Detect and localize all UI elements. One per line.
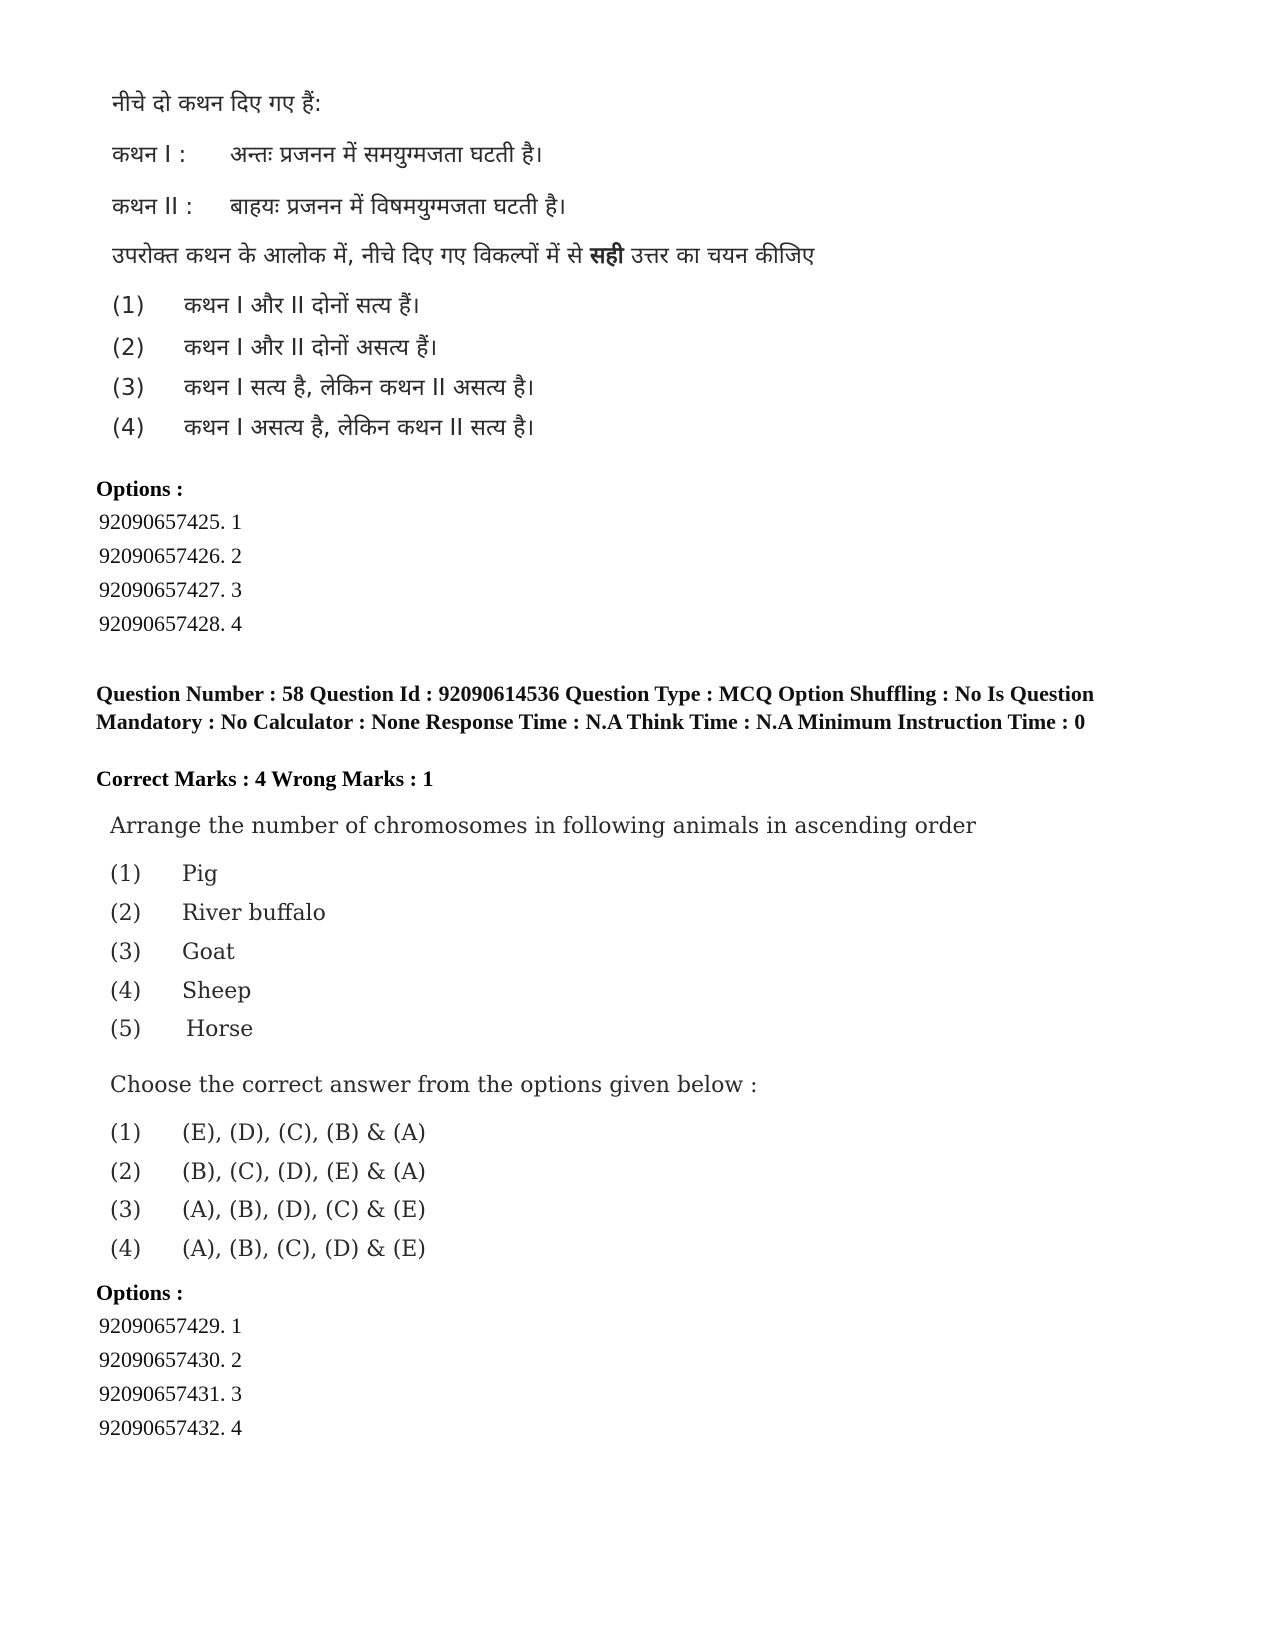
q58-animal-4 (110, 979, 251, 1004)
choice-number: (1) (110, 1121, 142, 1146)
statement-label: कथन I : (112, 142, 187, 168)
instruction-emphasis: सही (589, 243, 624, 269)
choice-number: (3) (112, 375, 145, 401)
q58-animal-1 (110, 862, 218, 887)
statement-label: कथन II : (112, 194, 194, 220)
q57-choice-4 (112, 410, 534, 442)
q58-choice-4 (110, 1237, 426, 1262)
choice-text: कथन I और II दोनों सत्य हैं। (184, 293, 420, 319)
animal-name: Pig (182, 862, 218, 887)
animal-name: Sheep (182, 979, 252, 1004)
instruction-text-end: उत्तर का चयन कीजिए (623, 243, 815, 269)
choice-number: (3) (110, 1198, 142, 1223)
q57-intro: नीचे दो कथन दिए गए हैं: (112, 91, 322, 117)
q58-prompt: Arrange the number of chromosomes in following animals in ascending order (110, 814, 977, 839)
choice-number: (2) (110, 1160, 142, 1185)
animal-number: (2) (110, 901, 142, 926)
q58-meta: Question Number : 58 Question Id : 92090614536 Question Type : MCQ Option Shuffling : No Is Question Mandatory : No Calculator : None Response Time : N.A Think Time : N.A Minimum Instruction Time : 0 (96, 681, 1095, 734)
q58-animal-5 (110, 1017, 253, 1042)
q57-options-list (99, 505, 242, 641)
animal-name: River buffalo (182, 901, 326, 926)
choice-number: (4) (110, 1237, 142, 1262)
choice-number: (2) (112, 335, 145, 361)
q57-choice-2 (112, 330, 437, 362)
animal-number: (5) (110, 1017, 142, 1042)
choice-number: (1) (112, 293, 145, 319)
animal-name: Horse (186, 1017, 254, 1042)
choice-text: (A), (B), (D), (C) & (E) (182, 1198, 426, 1223)
choice-text: कथन I असत्य है, लेकिन कथन II सत्य है। (184, 415, 535, 441)
instruction-text: उपरोक्त कथन के आलोक में, नीचे दिए गए विकल्पों में से (112, 243, 590, 269)
q57-statement-2 (112, 189, 566, 221)
choice-number: (4) (112, 415, 145, 441)
q58-choice-2 (110, 1160, 426, 1185)
option-item[interactable]: 92090657431. 3 (99, 1381, 242, 1406)
q58-animal-2 (110, 901, 326, 926)
choice-text: (B), (C), (D), (E) & (A) (182, 1160, 426, 1185)
q58-options-heading: Options : (96, 1280, 184, 1305)
q57-statement-1 (112, 137, 543, 169)
q58-choose-instruction: Choose the correct answer from the options given below : (110, 1073, 758, 1098)
option-item[interactable]: 92090657426. 2 (99, 543, 242, 568)
q58-options-list (99, 1309, 242, 1445)
option-item[interactable]: 92090657429. 1 (99, 1313, 242, 1338)
choice-text: कथन I और II दोनों असत्य हैं। (184, 335, 438, 361)
q57-choice-3 (112, 370, 534, 402)
option-item[interactable]: 92090657432. 4 (99, 1415, 242, 1440)
option-item[interactable]: 92090657428. 4 (99, 611, 242, 636)
q57-options-heading: Options : (96, 476, 184, 501)
option-item[interactable]: 92090657430. 2 (99, 1347, 242, 1372)
animal-number: (1) (110, 862, 142, 887)
animal-number: (4) (110, 979, 142, 1004)
q58-choice-1 (110, 1121, 426, 1146)
q57-instruction (112, 238, 815, 270)
q57-choice-1 (112, 288, 420, 320)
option-item[interactable]: 92090657427. 3 (99, 577, 242, 602)
q58-marks: Correct Marks : 4 Wrong Marks : 1 (96, 766, 434, 791)
statement-text: अन्तः प्रजनन में समयुग्मजता घटती है। (230, 142, 543, 168)
q58-animal-3 (110, 940, 235, 965)
animal-number: (3) (110, 940, 142, 965)
statement-text: बाहयः प्रजनन में विषमयुग्मजता घटती है। (230, 194, 566, 220)
q58-choice-3 (110, 1198, 426, 1223)
option-item[interactable]: 92090657425. 1 (99, 509, 242, 534)
animal-name: Goat (182, 940, 235, 965)
choice-text: (E), (D), (C), (B) & (A) (182, 1121, 426, 1146)
choice-text: कथन I सत्य है, लेकिन कथन II असत्य है। (184, 375, 535, 401)
choice-text: (A), (B), (C), (D) & (E) (182, 1237, 426, 1262)
